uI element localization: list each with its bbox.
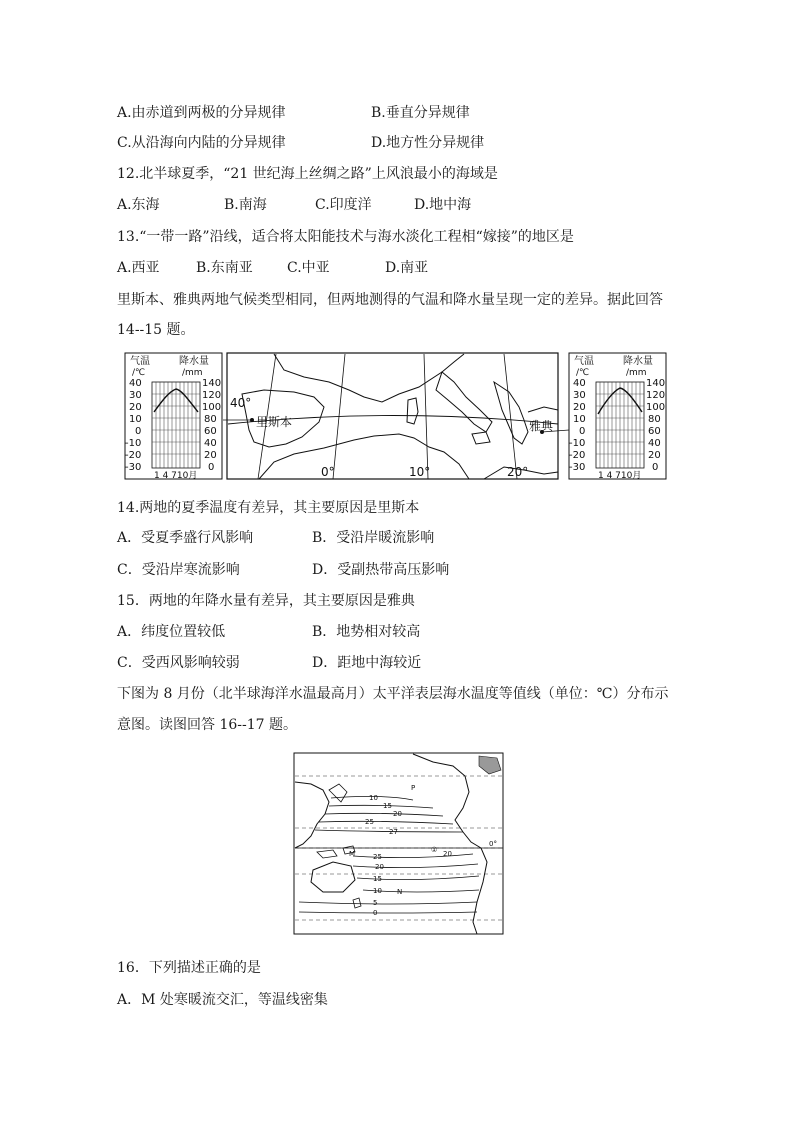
climate-figure bbox=[124, 352, 668, 482]
precip-axis-unit: /mm bbox=[626, 368, 647, 378]
precip-tick: 60 bbox=[204, 426, 217, 437]
temp-tick: 20 bbox=[573, 402, 586, 413]
precip-tick: 40 bbox=[204, 438, 217, 449]
precip-tick: 40 bbox=[648, 438, 661, 449]
isotherm-label: 25 bbox=[373, 853, 382, 861]
temp-tick: -20 bbox=[569, 450, 586, 461]
lisbon-label: 里斯本 bbox=[256, 415, 293, 429]
q14-option-a: A．受夏季盛行风影响 bbox=[117, 530, 254, 546]
q11-option-c: C.从沿海向内陆的分异规律 bbox=[117, 135, 286, 151]
precip-axis-unit: /mm bbox=[182, 368, 203, 378]
precip-tick: 140 bbox=[202, 378, 222, 389]
intro2-line2: 意图。读图回答 16--17 题。 bbox=[117, 717, 297, 733]
isotherm-label: 20 bbox=[393, 810, 402, 818]
precip-tick: 140 bbox=[646, 378, 666, 389]
precip-tick: 120 bbox=[646, 390, 666, 401]
isotherm-label: 20 bbox=[375, 863, 384, 871]
pacific-sst-map bbox=[293, 752, 505, 936]
precip-tick: 0 bbox=[208, 462, 215, 473]
temp-tick: 0 bbox=[135, 426, 142, 437]
intro2-line1: 下图为 8 月份（北半球海洋水温最高月）太平洋表层海水温度等值线（单位：℃）分布示 bbox=[117, 686, 669, 702]
temp-tick: 10 bbox=[573, 414, 586, 425]
label-m: M bbox=[349, 850, 356, 858]
temp-tick: 0 bbox=[579, 426, 586, 437]
q12-option-c: C.印度洋 bbox=[315, 197, 372, 213]
temp-tick: 20 bbox=[129, 402, 142, 413]
isotherm-label: 10 bbox=[369, 794, 378, 802]
q11-option-a: A.由赤道到两极的分异规律 bbox=[117, 105, 286, 121]
isotherm-label: 25 bbox=[365, 818, 374, 826]
q16-option-a: A．M 处寒暖流交汇，等温线密集 bbox=[117, 992, 328, 1008]
q13-stem: 13.“一带一路”沿线，适合将太阳能技术与海水淡化工程相“嫁接”的地区是 bbox=[117, 229, 574, 245]
isotherm-label: 15 bbox=[373, 875, 382, 883]
q15-option-a: A．纬度位置较低 bbox=[117, 624, 226, 640]
q16-stem: 16．下列描述正确的是 bbox=[117, 960, 261, 976]
precip-axis-label: 降水量 bbox=[623, 356, 653, 367]
q11-option-b: B.垂直分异规律 bbox=[371, 105, 470, 121]
intro1-line2: 14--15 题。 bbox=[117, 322, 195, 338]
precip-tick: 100 bbox=[646, 402, 666, 413]
q15-option-d: D．距地中海较近 bbox=[312, 655, 422, 671]
athens-climate-chart bbox=[569, 353, 666, 481]
temp-tick: -10 bbox=[125, 438, 142, 449]
q12-option-b: B.南海 bbox=[224, 197, 267, 213]
temp-tick: 30 bbox=[573, 390, 586, 401]
intro1-line1: 里斯本、雅典两地气候类型相同，但两地测得的气温和降水量呈现一定的差异。据此回答 bbox=[117, 292, 663, 308]
isotherm-label: 0 bbox=[373, 909, 378, 917]
q14-option-d: D．受副热带高压影响 bbox=[312, 562, 450, 578]
precip-tick: 60 bbox=[648, 426, 661, 437]
q13-option-b: B.东南亚 bbox=[196, 260, 253, 276]
q14-stem: 14.两地的夏季温度有差异，其主要原因是里斯本 bbox=[117, 500, 420, 516]
temp-tick: 30 bbox=[129, 390, 142, 401]
precip-axis-label: 降水量 bbox=[179, 356, 209, 367]
athens-label: 雅典 bbox=[529, 419, 554, 433]
temp-tick: -10 bbox=[569, 438, 586, 449]
label-p: P bbox=[411, 784, 416, 792]
temp-tick: 10 bbox=[129, 414, 142, 425]
latitude-label: 40° bbox=[230, 396, 252, 410]
q15-option-c: C．受西风影响较弱 bbox=[117, 655, 240, 671]
month-label: 1 4 710月 bbox=[598, 471, 642, 481]
lisbon-climate-chart bbox=[125, 353, 222, 481]
lon-label-20: 20° bbox=[507, 465, 529, 479]
label-equator: 0° bbox=[489, 840, 497, 848]
precip-tick: 80 bbox=[648, 414, 661, 425]
isotherm-label: 27 bbox=[389, 828, 398, 836]
temp-axis-unit: /℃ bbox=[576, 368, 590, 378]
temp-axis-label: 气温 bbox=[574, 356, 594, 367]
q12-stem: 12.北半球夏季，“21 世纪海上丝绸之路”上风浪最小的海域是 bbox=[117, 166, 498, 182]
q13-option-a: A.西亚 bbox=[117, 260, 160, 276]
mediterranean-map bbox=[223, 353, 569, 479]
temp-tick: -20 bbox=[125, 450, 142, 461]
precip-tick: 120 bbox=[202, 390, 222, 401]
q14-option-c: C．受沿岸寒流影响 bbox=[117, 562, 240, 578]
temp-tick: 40 bbox=[573, 378, 586, 389]
q11-option-d: D.地方性分异规律 bbox=[371, 135, 485, 151]
q12-option-a: A.东海 bbox=[117, 197, 160, 213]
precip-tick: 100 bbox=[202, 402, 222, 413]
temp-tick: -30 bbox=[569, 462, 586, 473]
temp-axis-unit: /℃ bbox=[132, 368, 146, 378]
isotherm-label: 15 bbox=[383, 802, 392, 810]
temp-axis-label: 气温 bbox=[130, 356, 150, 367]
q15-stem: 15．两地的年降水量有差异，其主要原因是雅典 bbox=[117, 593, 415, 609]
label-n: N bbox=[397, 888, 403, 896]
precip-tick: 20 bbox=[648, 450, 661, 461]
precip-tick: 0 bbox=[652, 462, 659, 473]
label-circle-1: ① bbox=[431, 846, 438, 854]
temp-tick: -30 bbox=[125, 462, 142, 473]
q13-option-c: C.中亚 bbox=[287, 260, 330, 276]
isotherm-label: 10 bbox=[373, 887, 382, 895]
q15-option-b: B．地势相对较高 bbox=[312, 624, 421, 640]
lon-label-10: 10° bbox=[409, 465, 431, 479]
q14-option-b: B．受沿岸暖流影响 bbox=[312, 530, 435, 546]
precip-tick: 80 bbox=[204, 414, 217, 425]
q12-option-d: D.地中海 bbox=[414, 197, 472, 213]
precip-tick: 20 bbox=[204, 450, 217, 461]
isotherm-label: 5 bbox=[373, 899, 378, 907]
temp-tick: 40 bbox=[129, 378, 142, 389]
month-label: 1 4 710月 bbox=[154, 471, 198, 481]
lon-label-0: 0° bbox=[321, 465, 335, 479]
label-20: 20 bbox=[443, 850, 452, 858]
q13-option-d: D.南亚 bbox=[385, 260, 429, 276]
